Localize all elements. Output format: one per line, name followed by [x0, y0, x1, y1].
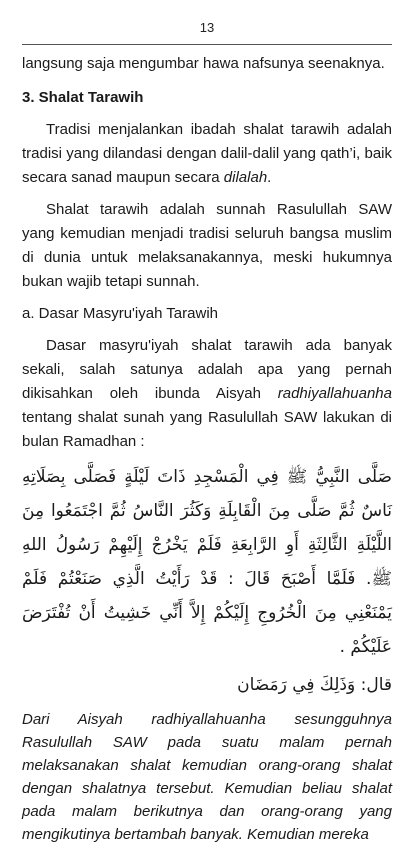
intro-text: langsung saja mengumbar hawa nafsunya seenaknya.: [22, 55, 385, 72]
paragraph-sunnah: Shalat tarawih adalah sunnah Rasulullah SAW yang kemudian menjadi tradisi seluruh bangsa muslim di dunia untuk melaksanakannya, meski hukumnya bukan wajib tetapi sunnah.: [22, 201, 392, 290]
paragraph-dasar: [22, 334, 392, 454]
paragraph-tradisi: [22, 118, 392, 190]
paragraph-dasar-text: Dasar masyru'iyah shalat tarawih ada banyak sekali, salah satunya adalah apa yang pernah dikisahkan oleh ibunda Aisyah: [22, 337, 392, 402]
section-heading: 3. Shalat Tarawih: [22, 89, 144, 106]
subsection-heading: a. Dasar Masyru'iyah Tarawih: [22, 305, 218, 322]
radhiyallahuanha-term: radhiyallahuanha: [277, 385, 392, 402]
header-rule: [22, 44, 392, 45]
page-content: [22, 52, 392, 846]
paragraph-tradisi-end: .: [267, 169, 272, 186]
paragraph-dasar-text-end: tentang shalat sunah yang Rasulullah SAW lakukan di bulan Ramadhan :: [22, 409, 392, 450]
hadith-translation: Dari Aisyah radhiyallahuanha sesungguhnya Rasulullah SAW pada suatu malam pernah melaksanakan shalat kemudian orang-orang shalat dengan shalatnya tersebut. Kemudian beliau shalat pada malam berikutnya dan orang-orang yang mengikutinya bertambah banyak. Kemudian mereka: [22, 711, 392, 843]
dilalah-term: dilalah: [223, 169, 268, 186]
arabic-hadith: صَلَّى النَّبِيُّ ﷺ فِي الْمَسْجِدِ ذَاتَ لَيْلَةٍ فَصَلَّى بِصَلَاتِهِ نَاسٌ ثُمَّ صَلَّى مِنَ الْقَابِلَةِ وَكَثُرَ النَّاسُ ثُمَّ اجْتَمَعُوا مِنَ اللَّيْلَةِ الثَّالِثَةِ أَوِ الرَّابِعَةِ فَلَمْ يَخْرُجْ إِلَيْهِمْ رَسُولُ اللهِ ﷺ. فَلَمَّا أَصْبَحَ قَالَ : قَدْ رَأَيْتُ الَّذِي صَنَعْتُمْ فَلَمْ يَمْنَعْنِي مِنَ الْخُرُوجِ إِلَيْكُمْ إِلاَّ أَنِّي خَشِيتُ أَنْ تُفْتَرَضَ عَلَيْكُمْ .: [22, 467, 392, 657]
page-number: 13: [199, 20, 215, 35]
arabic-note: قال: وَذَلِكَ فِي رَمَضَان: [237, 675, 392, 695]
paragraph-tradisi-text: Tradisi menjalankan ibadah shalat tarawih adalah tradisi yang dilandasi dengan dalil-dalil yang qath’i, baik secara sanad maupun secara: [22, 121, 392, 186]
